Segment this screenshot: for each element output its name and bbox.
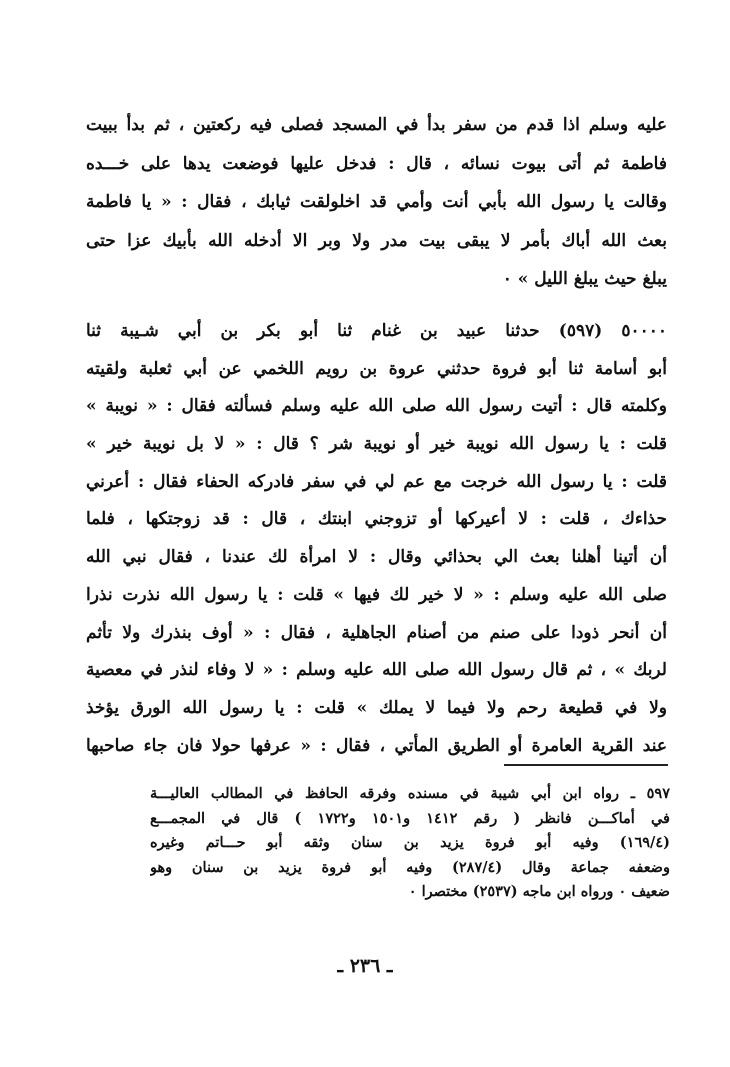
text-line: وقالت يا رسول الله بأبي أنت وأمي قد اخلولقت ثيابك ، فقال : « يا فاطمة [86, 192, 667, 212]
text-line: أبو أسامة ثنا أبو فروة حدثني عروة بن رويم اللخمي عن أبي ثعلبة ولقيته [86, 358, 667, 379]
text-line: بعث الله أباك بأمر لا يبقى بيت مدر ولا وبر الا أدخله الله بأبيك عزا حتى [86, 230, 667, 251]
text-line: ٥٠٠٠٠ (٥٩٧) حدثنا عبيد بن غنام ثنا أبو بكر بن أبي شـيبة ثنا [86, 321, 667, 341]
footnote-line: ٥٩٧ ـ رواه ابن أبي شيبة في مسنده وفرقه الحافظ في المطالب العاليـــة [150, 785, 670, 802]
footnote-separator [504, 764, 668, 766]
text-line: أن أتينا أهلنا بعث الي بحذائي وقال : لا امرأة لك عندنا ، فقال نبي الله [86, 547, 667, 568]
text-line: فاطمة ثم أتى بيوت نسائه ، قال : فدخل عليها فوضعت يدها على خـــده [86, 153, 667, 174]
text-line: صلى الله عليه وسلم : « لا خير لك فيها » قلت : يا رسول الله نذرت نذرا [86, 584, 667, 605]
text-line: ولا في قطيعة رحم ولا فيما لا يملك » قلت : يا رسول الله الورق يؤخذ [86, 697, 667, 718]
hadith-paragraph-597 [86, 313, 667, 765]
footnote-line: (١٦٩/٤) وفيه أبو فروة يزيد بن سنان وثقه أبو حـــاتم وغيره [150, 834, 670, 851]
text-line: يبلغ حيث يبلغ الليل » ٠ [502, 269, 667, 289]
footnote-line: وضعفه جماعة وقال (٢٨٧/٤) وفيه أبو فروة يزيد بن سنان وهو [150, 858, 670, 876]
text-line: عند القرية العامرة أو الطريق المأتي ، فقال : « عرفها حولا فان جاء صاحبها [86, 735, 667, 756]
text-line: قلت : يا رسول الله نويبة خير أو نويبة شر ؟ قال : « لا بل نويبة خير » [86, 434, 667, 455]
text-line: وكلمته قال : أتيت رسول الله صلى الله عليه وسلم فسألته فقال : « نويبة » [86, 396, 667, 417]
footnotes [150, 782, 670, 905]
text-line: لربك » ، ثم قال رسول الله صلى الله عليه وسلم : « لا وفاء لنذر في معصية [86, 660, 667, 681]
hadith-paragraph-continued [86, 106, 667, 299]
text-line: قلت : يا رسول الله خرجت مع عم لي في سفر فادركه الحفاء فقال : أعرني [86, 471, 667, 492]
text-line: عليه وسلم اذا قدم من سفر بدأ في المسجد فصلى فيه ركعتين ، ثم بدأ ببيت [86, 115, 667, 135]
text-line: حذاءك ، قلت : لا أعيركها أو تزوجني ابنتك ، قال : قد زوجتكها ، فلما [86, 509, 667, 530]
footnote-line: في أماكـــن فانظر ( رقم ١٤١٢ و١٥٠١ و١٧٢٢ ) قال في المجمـــع [150, 809, 670, 827]
footnote-line: ضعيف ٠ ورواه ابن ماجه (٢٥٣٧) مختصرا ٠ [408, 883, 670, 900]
text-line: أن أنحر ذودا على صنم من أصنام الجاهلية ، فقال : « أوف بنذرك ولا تأثم [86, 622, 667, 643]
page-number: ـ ٢٣٦ ـ [337, 955, 393, 977]
